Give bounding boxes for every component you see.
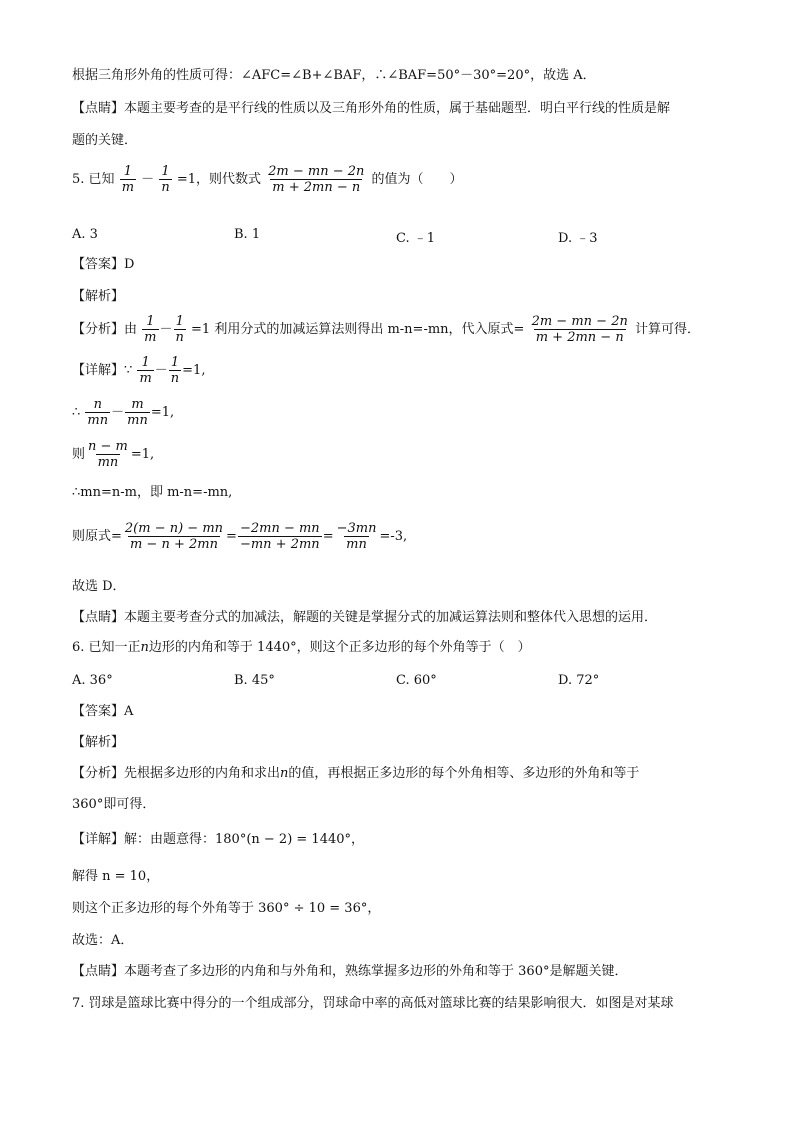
xiangjie-tag: 【详解】 [72,832,125,847]
q5-option-d: D. ﹣3 [558,231,598,246]
q5-mid: =1，则代数式 [176,172,261,187]
q6-choose: 故选：A． [72,933,134,948]
q6-stem-b: 边形的内角和等于 1440°，则这个正多边形的每个外角等于（ ） [148,640,531,655]
q6-dianjing [72,965,627,978]
minus-sign: － [159,322,173,337]
q6-option-b: B. 45° [234,673,275,688]
equals: = [322,529,334,544]
q5-fenxi-frac2: $\frac{1}{n}$ [175,314,184,345]
q5-fenxi-frac1: $\frac{1}{m}$ [144,314,157,345]
q6-fenxi-2: 360°即可得． [72,797,156,812]
q5-step3 [72,440,154,469]
q5-result-frac2: $\frac{-2mn - mn}{-mn + 2mn}$ [239,521,320,552]
fenxi-c: 计算可得． [634,322,700,337]
q5-frac2: $\frac{1}{n}$ [161,164,170,195]
q5-option-b: B. 1 [234,227,261,242]
q6-solve: 解得 n = 10， [72,869,160,884]
fenxi-n: n [280,766,289,781]
q6-xiangjie [72,833,364,846]
dianjing-tag: 【点睛】 [72,101,125,116]
dianjing-text: 本题主要考查的是平行线的性质以及三角形外角的性质，属于基础题型．明白平行线的性质是解 [124,101,671,116]
dianjing-tag: 【点睛】 [72,964,125,979]
q5-xj-frac2: $\frac{1}{n}$ [170,355,180,386]
q6-then: 则这个正多边形的每个外角等于 360° ÷ 10 = 36°， [72,901,381,916]
q5-option-c: C. ﹣1 [396,231,436,246]
q5-fenxi [72,315,700,344]
ze: 则 [72,447,86,462]
q5-step2 [72,398,174,427]
q6-option-a: A. 36° [72,673,113,688]
eq2: =1, [150,405,175,420]
minus-sign: － [154,363,168,378]
therefore-sign: ∴ [72,405,81,420]
q6-stem [72,641,531,654]
answer-value: A [124,704,134,719]
fenxi-tag: 【分析】 [72,766,125,781]
q5-choose: 故选 D． [72,579,126,594]
xiangjie-text: 解：由题意得：180°(n − 2) = 1440°， [124,832,365,847]
dianjing-text: 本题主要考查分式的加减法，解题的关键是掌握分式的加减运算法则和整体代入思想的运用． [124,610,658,625]
eq1: =1, [182,363,206,378]
q5-jiexi-tag: 【解析】 [72,289,125,304]
q6-answer [72,705,133,718]
prev-line-1: 根据三角形外角的性质可得：∠AFC=∠B+∠BAF，∴∠BAF=50°－30°=20°，故选 A． [72,68,596,83]
q6-option-c: C. 60° [396,673,437,688]
q5-option-a: A. 3 [72,227,98,242]
equals: = [226,529,237,544]
fenxi-a: 先根据多边形的内角和求出 [124,766,281,781]
prev-dianjing-line [72,102,670,115]
q5-answer [72,258,134,271]
q5-fenxi-expr: $\frac{2m - mn - 2n}{m + 2mn - n}$ [531,314,628,345]
eq3: =1, [130,447,155,462]
fenxi-b: 的值，再根据正多边形的每个外角相等、多边形的外角和等于 [288,766,640,781]
prev-dianjing-line-2: 题的关键． [72,133,138,148]
q6-n: n [140,640,149,655]
q5-step4: ∴mn=n-m，即 m-n=-mn, [72,485,233,500]
q5-result-frac3: $\frac{-3mn}{mn}$ [336,521,377,552]
q6-jiexi-tag: 【解析】 [72,735,125,750]
q6-fenxi [72,767,639,780]
q5-stem [72,165,463,194]
q6-stem-a: 6. 已知一正 [72,640,141,655]
q5-result [72,522,407,551]
q5-step3-frac: $\frac{n - m}{mn}$ [88,439,128,470]
answer-tag: 【答案】 [72,704,125,719]
answer-value: D [124,257,135,272]
result-end: =-3, [379,529,408,544]
q5-tail: 的值为（ ） [371,172,463,187]
q5-dianjing [72,611,657,624]
q6-option-d: D. 72° [558,673,600,688]
xiangjie-tag: 【详解】 [72,363,125,378]
q5-step2-frac1: $\frac{n}{mn}$ [87,397,109,428]
dianjing-text: 本题考查了多边形的内角和与外角和，熟练掌握多边形的外角和等于 360°是解题关键． [124,964,628,979]
q5-result-frac1: $\frac{2(m - n) - mn}{m - n + 2mn}$ [124,521,224,552]
because-sign: ∵ [124,363,133,378]
fenxi-b: =1 利用分式的加减运算法则得出 m-n=-mn，代入原式= [191,322,525,337]
q7-stem: 7. 罚球是篮球比赛中得分的一个组成部分，罚球命中率的高低对篮球比赛的结果影响很大．如图是对某球 [72,996,674,1011]
q5-xj-frac1: $\frac{1}{m}$ [139,355,152,386]
q5-frac1: $\frac{1}{m}$ [121,164,135,195]
fenxi-tag: 【分析】 [72,322,125,337]
q5-step2-frac2: $\frac{m}{mn}$ [127,397,148,428]
q5-number: 5. 已知 [72,172,115,187]
answer-tag: 【答案】 [72,257,125,272]
minus-sign: － [141,172,155,187]
q5-xiangjie [72,356,205,385]
fenxi-a: 由 [124,322,138,337]
dianjing-tag: 【点睛】 [72,610,125,625]
yuanshi: 则原式= [72,529,122,544]
q5-expr: $\frac{2m - mn - 2n}{m + 2mn - n}$ [268,164,365,195]
minus-sign: － [111,405,125,420]
